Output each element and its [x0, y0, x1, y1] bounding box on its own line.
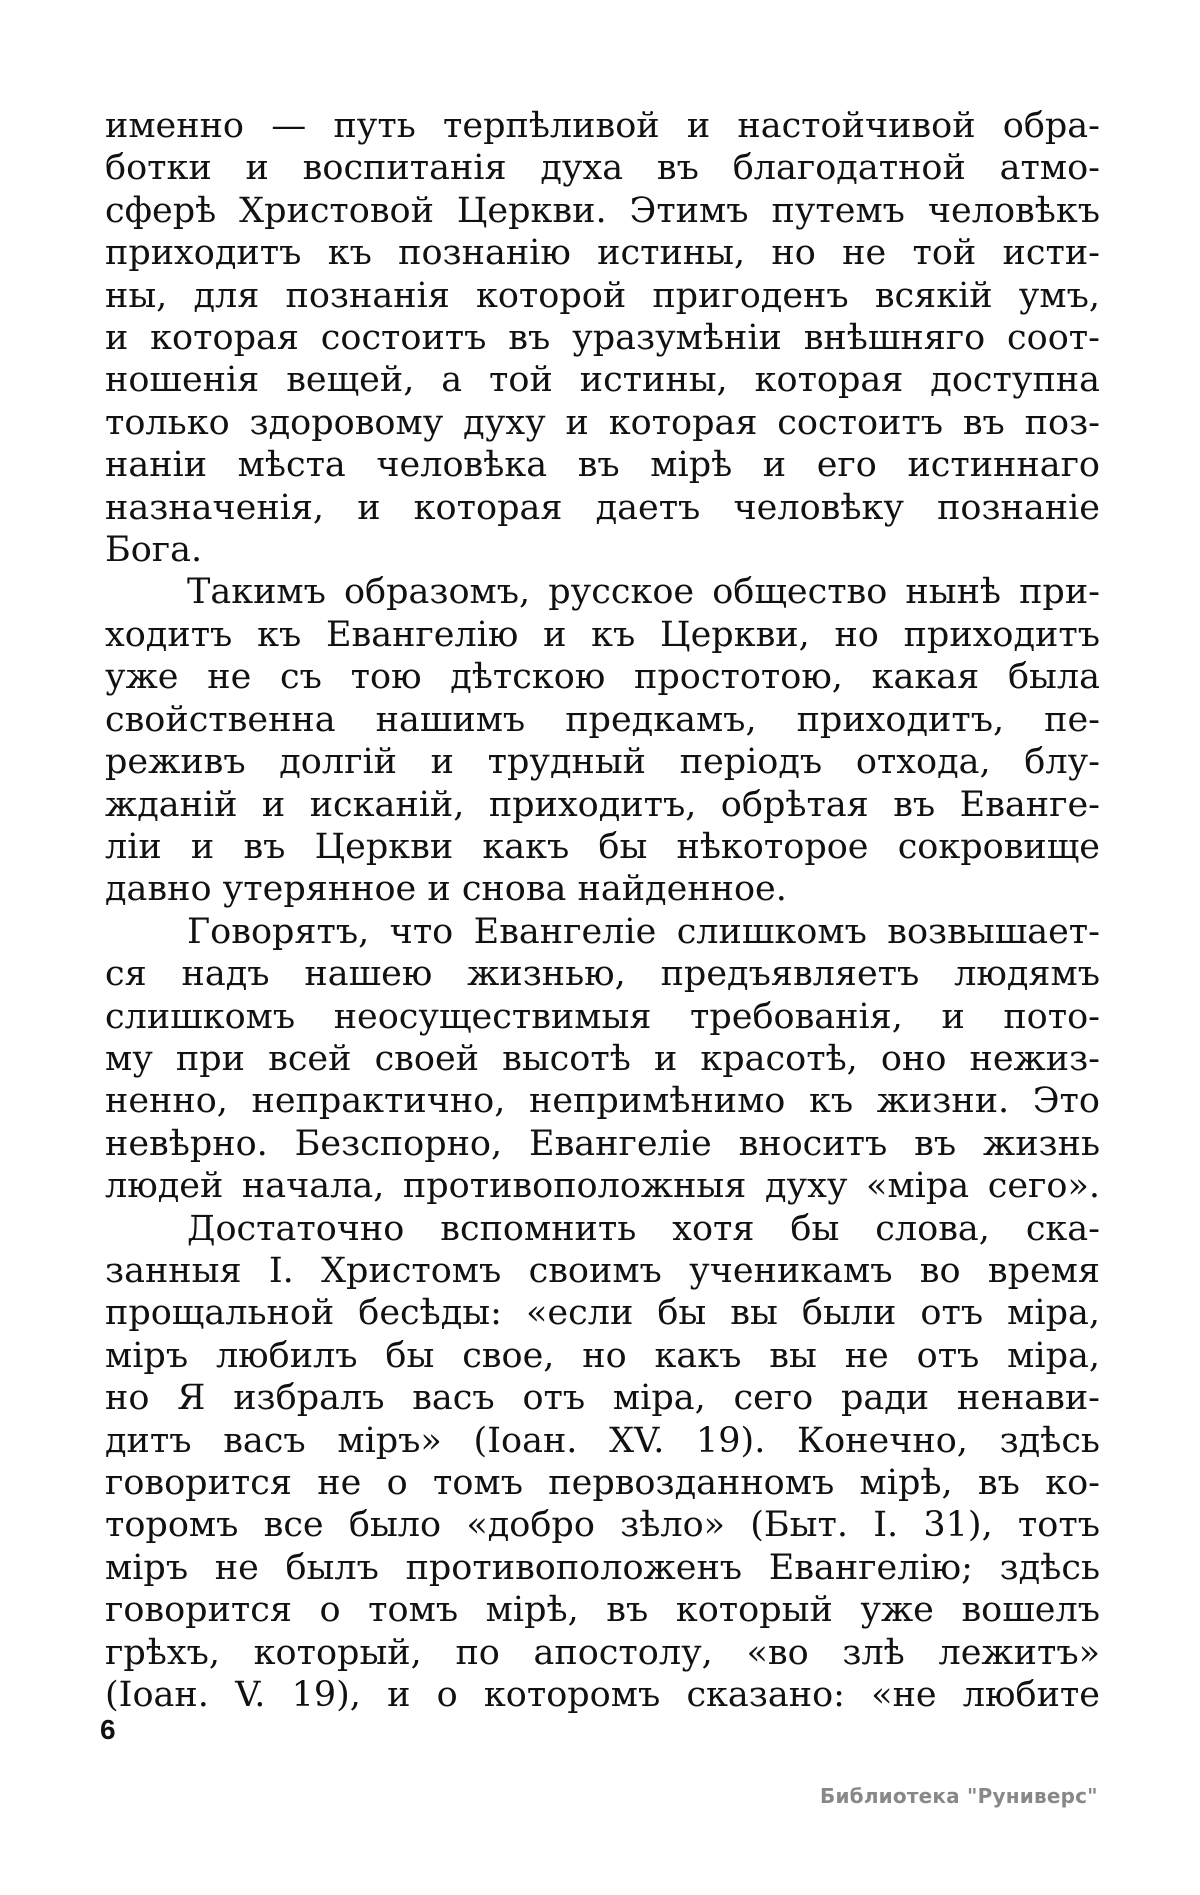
library-watermark: Библиотека "Руниверс"	[820, 1784, 1098, 1808]
text-line: но Я избралъ васъ отъ міра, сего ради ненави-	[105, 1378, 1100, 1419]
text-line: (Іоан. V. 19), и о которомъ сказано: «не любите	[105, 1675, 1100, 1716]
text-line: назначенія, и которая даетъ человѣку познаніе	[105, 487, 1100, 528]
text-line: ны, для познанія которой пригоденъ всякій умъ,	[105, 275, 1100, 316]
text-line: и которая состоитъ въ уразумѣніи внѣшняго соот-	[105, 318, 1100, 359]
paragraph-1	[105, 105, 1100, 571]
text-line: ліи и въ Церкви какъ бы нѣкоторое сокровище	[105, 826, 1100, 867]
text-line: прощальной бесѣды: «если бы вы были отъ міра,	[105, 1293, 1100, 1334]
text-line: грѣхъ, который, по апостолу, «во злѣ лежитъ»	[105, 1632, 1100, 1673]
page-body	[105, 105, 1100, 1716]
text-line: Такимъ образомъ, русское общество нынѣ при-	[187, 572, 1100, 613]
text-line: только здоровому духу и которая состоитъ въ поз-	[105, 402, 1100, 443]
text-line: занныя І. Христомъ своимъ ученикамъ во время	[105, 1250, 1100, 1291]
text-line: людей начала, противоположныя духу «міра сего».	[105, 1166, 1100, 1207]
text-line: сферѣ Христовой Церкви. Этимъ путемъ человѣкъ	[105, 190, 1100, 231]
text-line: свойственна нашимъ предкамъ, приходитъ, пе-	[105, 699, 1100, 740]
text-line: торомъ все было «добро зѣло» (Быт. І. 31), тотъ	[105, 1505, 1100, 1546]
text-line: дитъ васъ міръ» (Іоан. XV. 19). Конечно, здѣсь	[105, 1420, 1100, 1461]
text-line: ненно, непрактично, непримѣнимо къ жизни. Это	[105, 1081, 1100, 1122]
text-line: ходитъ къ Евангелію и къ Церкви, но приходитъ	[105, 614, 1100, 655]
text-line: давно утерянное и снова найденное.	[105, 869, 787, 910]
text-line: говорится о томъ мірѣ, въ который уже вошелъ	[105, 1590, 1100, 1631]
text-line: именно — путь терпѣливой и настойчивой обра-	[105, 106, 1100, 146]
text-line: наніи мѣста человѣка въ мірѣ и его истиннаго	[105, 445, 1100, 486]
page-number: 6	[100, 1714, 116, 1745]
text-line: ношенія вещей, а той истины, которая доступна	[105, 360, 1100, 401]
text-line: Говорятъ, что Евангеліе слишкомъ возвышает-	[187, 911, 1100, 952]
text-line: міръ не былъ противоположенъ Евангелію; здѣсь	[105, 1547, 1100, 1588]
text-line: реживъ долгій и трудный періодъ отхода, блу-	[105, 742, 1100, 783]
text-line: слишкомъ неосуществимыя требованія, и пото-	[105, 996, 1100, 1037]
text-line: Бога.	[105, 530, 203, 571]
text-line: Достаточно вспомнить хотя бы слова, ска-	[187, 1208, 1100, 1249]
paragraph-3	[105, 911, 1100, 1208]
text-line: говорится не о томъ первозданномъ мірѣ, въ ко-	[105, 1463, 1100, 1503]
text-line: жданій и исканій, приходитъ, обрѣтая въ Еванге-	[105, 784, 1100, 825]
paragraph-2	[105, 571, 1100, 910]
text-line: невѣрно. Безспорно, Евангеліе вноситъ въ жизнь	[105, 1123, 1100, 1164]
paragraph-4	[105, 1208, 1100, 1717]
text-line: му при всей своей высотѣ и красотѣ, оно нежиз-	[105, 1038, 1100, 1079]
text-line: уже не съ тою дѣтскою простотою, какая была	[105, 657, 1100, 698]
text-line: приходитъ къ познанію истины, но не той исти-	[105, 233, 1100, 274]
text-line: ся надъ нашею жизнью, предъявляетъ людямъ	[105, 954, 1100, 995]
text-line: міръ любилъ бы свое, но какъ вы не отъ міра,	[105, 1335, 1100, 1376]
text-line: ботки и воспитанія духа въ благодатной атмо-	[105, 148, 1100, 189]
